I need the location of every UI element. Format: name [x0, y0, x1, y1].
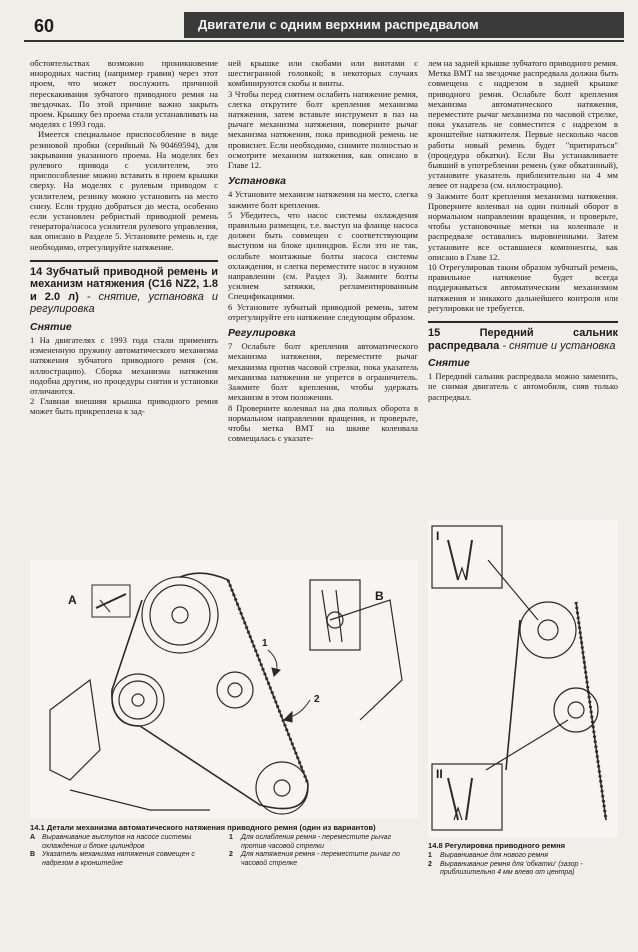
running-title: Двигатели с одним верхним распредвалом [184, 12, 624, 38]
label-b: B [375, 589, 384, 603]
section-14-heading [30, 260, 218, 316]
column-2 [228, 58, 418, 443]
section-number: 15 [428, 327, 441, 340]
label-1: 1 [262, 638, 268, 649]
paragraph: 10 Отрегулировав таким образом зубчатый ремень, правильное натяжение будет всегда поддерживаться автоматическим механизмом натяжения и никакого дальнейшего контроля или регулировки не требуется. [428, 262, 618, 313]
paragraph: 5 Убедитесь, что насос системы охлаждения правильно размещен, т.е. выступ на фланце насоса должен быть совмещен с соответствующим выступом на блоке цилиндров. Если это не так, ослабьте монтажные болты насоса системы охлаждения, и слегка переместите насос в нужном направлении (см. Раздел 3). Зажмите болты усилием затяжки, регламентированным Спецификациями. [228, 209, 418, 302]
paragraph: 4 Установите механизм натяжения на место, слегка зажмите болт крепления. [228, 189, 418, 210]
figure-14-1-caption [30, 824, 418, 868]
caption-title: 14.8 Регулировка приводного ремня [428, 841, 566, 850]
column-1 [30, 58, 218, 417]
install-heading: Установка [228, 175, 286, 188]
tensioner-diagram [30, 560, 418, 818]
paragraph: 2 Главная внешняя крышка приводного ремня может быть прикреплена к зад- [30, 396, 218, 417]
paragraph: 7 Ослабьте болт крепления автоматического механизма натяжения, переместите рычаг механизма против часовой стрелки, пока указатель механизма натяжения не упрется в ограничитель. Зажмите болт крепления, чтобы удержать механизм в этом положении. [228, 341, 418, 403]
paragraph: 9 Зажмите болт крепления механизма натяжения. Проверните коленвал на один полный оборот в нормальном направлении вращения, и проверьте, чтобы установочные метки на коленвале и распредвале оставались выровненными. Затем установите все оставшиеся компоненты, как описано в Главе 12. [428, 190, 618, 262]
caption-item: 1 Для ослабления ремня - переместите рычаг против часовой стрелки [229, 834, 392, 850]
caption-item: 1 Выравнивание для нового ремня [428, 852, 548, 860]
removal-heading: Снятие [428, 357, 470, 370]
figure-14-8-caption [428, 842, 618, 878]
label-2: 2 [314, 694, 320, 705]
removal-heading: Снятие [30, 320, 72, 333]
figure-14-1 [30, 560, 418, 818]
label-ii: II [436, 767, 443, 781]
label-a: A [68, 593, 77, 607]
tensioner-roller [217, 672, 253, 708]
section-subtitle: - снятие, установка и регулировка [30, 290, 218, 316]
section-number: 14 [30, 265, 43, 278]
caption-item: 2 Выравнивание ремня для 'обкатки' (зазор - приблизительно 4 мм влево от центра) [428, 860, 583, 877]
paragraph: 8 Проверните коленвал на два полных оборота в нормальном направлении вращения, и проверьте, чтобы метка ВМТ на шкиве коленвала совмещалась с указате- [228, 402, 418, 444]
paragraph: ней крышке или скобами или винтами с шестигранной головкой; в некоторых случаях комбинируются скобы и винты. [228, 58, 418, 89]
section-subtitle: - снятие и установка [502, 339, 616, 352]
figure-14-8 [428, 520, 618, 838]
page-header [24, 12, 624, 44]
paragraph: 1 Передний сальник распредвала можно заменить, не снимая двигатель с автомобиля, сняв только распредвал. [428, 371, 618, 402]
belt-adjustment-diagram [428, 520, 618, 838]
paragraph: 3 Чтобы перед снятием ослабить натяжение ремня, слегка открутите болт крепления механизма натяжения, затем вставьте инструмент в паз на рычаге механизма натяжения, поверните рычаг механизма натяжения, пока приводной ремень не провиснет. Если необходимо, снимите полностью и осмотрите механизм натяжения, как описано в Главе 12. [228, 88, 418, 171]
camshaft-sprocket [142, 577, 218, 653]
paragraph: Имеется специальное приспособление в виде резиновой пробки (серийный №90469594), для закрывания указанного проема. На моделях без рулевого привода с усилителем, это приспособление можно вставить в проем крышки сверху. На моделях с рулевым приводом с усилителем, резинку можно установить на место снизу. Если трудно добраться до места, особенно если установлен ребристый приводной ремень генератора/насоса усилителя рулевого управления, как описано в Разделе 5. Установите ремень и, где необходимо, отрегулируйте натяжение. [30, 129, 218, 252]
paragraph: обстоятельствах возможно проникновение инородных частиц (например гравия) через этот проем, что может послужить причиной перескакивания зубчатого приводного ремня на звездочках. По этой причине важно закрыть проем. Крышку без проема стали устанавливать на моделях с 1993 года. [30, 58, 218, 130]
paragraph: 6 Установите зубчатый приводной ремень, затем отрегулируйте его натяжение следующим образом. [228, 301, 418, 322]
adjust-heading: Регулировка [228, 327, 296, 340]
caption-item: A Выравнивание выступов на насосе системы охлаждения и блоке цилиндров [30, 834, 192, 850]
label-i: I [436, 529, 440, 543]
section-title: Зубчатый приводной ремень и механизм натяжения (C16 NZ2, 1.8 и 2.0 л) [30, 265, 218, 303]
section-15-heading [428, 321, 618, 352]
section-title: Передний сальник распредвала [428, 327, 618, 352]
paragraph: 1 На двигателях с 1993 года стали применять измененную пружину автоматического механизма натяжения зубчатого приводного ремня (см. иллюстрацию). Сборка механизма натяжения подобна другим, но процедуры снятия и установки отличаются. [30, 335, 218, 397]
page-number: 60 [34, 16, 55, 36]
caption-item: B Указатель механизма натяжения совмещен с надрезом в кронштейне [30, 851, 195, 867]
caption-title: 14.1 Детали механизма автоматического натяжения приводного ремня (один из вариантов) [30, 823, 376, 832]
caption-item: 2 Для натяжения ремня - переместите рычаг по часовой стрелке [229, 851, 400, 867]
paragraph: лем на задней крышке зубчатого приводного ремня. Метка ВМТ на звездочке распредвала должна быть совмещена с надрезом в задней крышке приводного ремня. Ослабьте болт крепления механизма автоматического натяжения, переместите рычаг механизма по часовой стрелке, пока указатель не совместится с надрезом в кронштейне натяжителя. Первые несколько часов работы новый ремень будет "притираться" (процедура обкатки). Если Вы устанавливаете бывший в употреблении ремень (уже обкатанный), установите указатель приблизительно на 4 мм левее от надреза (см. иллюстрацию). [428, 58, 618, 191]
column-3 [428, 58, 618, 402]
header-rule [24, 40, 624, 42]
